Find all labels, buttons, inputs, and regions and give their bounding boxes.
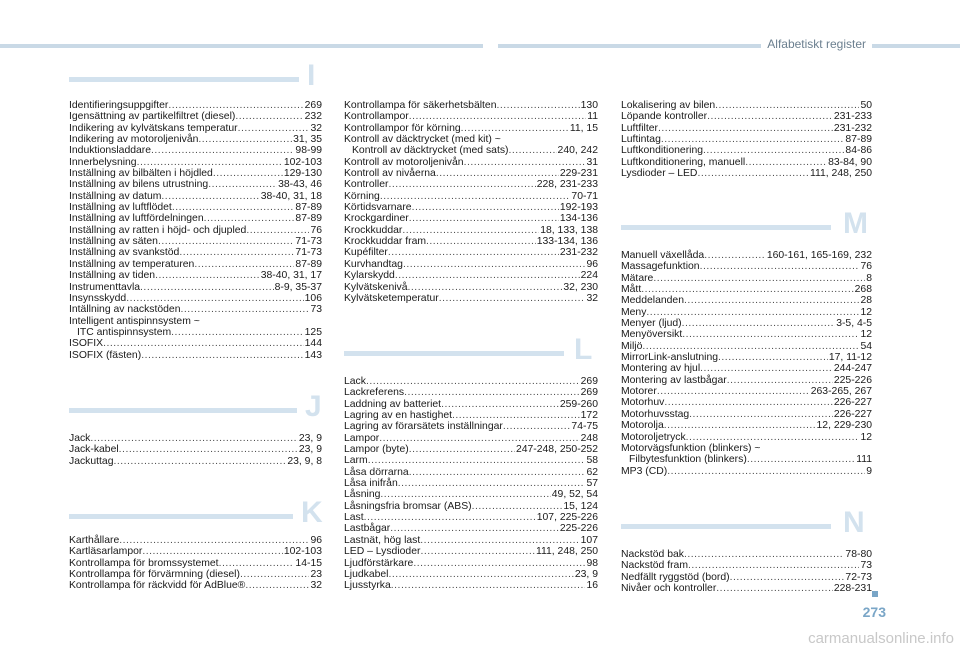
index-entry: Krockkuddar ..... 18, 133, 138 [344, 225, 598, 236]
section-letter: L [574, 333, 593, 366]
index-entry: Motoroljetryck ..... 12 [621, 432, 872, 443]
page-number: 273 [862, 604, 886, 620]
index-list-l-continued [621, 100, 872, 179]
index-entry: Luftkonditionering, manuell ..... 83-84, 90 [621, 157, 872, 168]
index-entry: Motorolja ..... 12, 229-230 [621, 420, 872, 431]
index-entry: Lagring av en hastighet ..... 172 [344, 410, 598, 421]
index-entry: Krockkuddar fram ..... 133-134, 136 [344, 236, 598, 247]
index-entry: Motorer ..... 263-265, 267 [621, 386, 872, 397]
index-entry: Kontrollampa för bromssystemet ..... 14-15 [69, 558, 322, 569]
index-entry: Nivåer och kontroller ..... 228-231 [621, 583, 872, 594]
index-entry: Lampor ..... 248 [344, 433, 598, 444]
index-entry: Luftintag ..... 87-89 [621, 134, 872, 145]
index-entry: Kontrollampor ..... 11 [344, 111, 598, 122]
index-entry: Meny ..... 12 [621, 307, 872, 318]
index-entry: Identifieringsuppgifter ..... 269 [69, 100, 322, 111]
index-entry: Nackstöd bak ..... 78-80 [621, 549, 872, 560]
section-rule [621, 225, 831, 230]
index-entry: Lastnät, hög last ..... 107 [344, 535, 598, 546]
index-entry: Låsningsfria bromsar (ABS) ..... 15, 124 [344, 501, 598, 512]
index-list-k-continued [344, 100, 598, 304]
index-entry: Kontrollampa för förvärmning (diesel) ..... 23 [69, 569, 322, 580]
index-entry: Luftfilter ..... 231-232 [621, 123, 872, 134]
section-heading-l [344, 333, 604, 366]
index-entry: ISOFIX (fästen) ..... 143 [69, 350, 322, 361]
index-entry: Inställning av luftfördelningen ..... 87-89 [69, 213, 322, 224]
index-entry: Inställning av temperaturen ..... 87-89 [69, 259, 322, 270]
section-letter: J [305, 390, 322, 423]
section-letter: N [843, 506, 865, 539]
index-entry: Inställning av luftflödet ..... 87-89 [69, 202, 322, 213]
index-list-k [69, 535, 322, 592]
index-entry: Karthållare ..... 96 [69, 535, 322, 546]
index-entry: Indikering av motoroljenivån ..... 31, 35 [69, 134, 322, 145]
index-entry: Instrumenttavla ..... 8-9, 35-37 [69, 282, 322, 293]
section-heading-n [621, 506, 881, 539]
index-entry: Kylvätsketemperatur ..... 32 [344, 293, 598, 304]
index-entry: Meddelanden ..... 28 [621, 295, 872, 306]
index-entry: Jack ..... 23, 9 [69, 433, 322, 444]
index-entry: Lokalisering av bilen ..... 50 [621, 100, 872, 111]
index-entry: Lampor (byte) ..... 247-248, 250-252 [344, 444, 598, 455]
index-entry: Induktionsladdare ..... 98-99 [69, 145, 322, 156]
index-entry: Last ..... 107, 225-226 [344, 512, 598, 523]
index-entry: Kupéfilter ..... 231-232 [344, 247, 598, 258]
index-entry: Innerbelysning ..... 102-103 [69, 157, 322, 168]
page-header-title: Alfabetiskt register [761, 37, 872, 51]
index-entry: Lagring av förarsätets inställningar ..... 74-75 [344, 421, 598, 432]
index-entry: Kontroll av däcktrycket (med sats) ..... 240, 242 [344, 145, 598, 156]
index-entry: Filbytesfunktion (blinkers) ..... 111 [621, 454, 872, 465]
index-entry: Motorhuvsstag ..... 226-227 [621, 409, 872, 420]
index-entry: Låsa dörrarna ..... 62 [344, 467, 598, 478]
index-entry: Jackuttag ..... 23, 9, 8 [69, 456, 322, 467]
index-entry: Intelligent antispinnsystem ~ [69, 315, 200, 327]
index-entry: Kartläsarlampor ..... 102-103 [69, 546, 322, 557]
section-rule [621, 524, 831, 529]
index-entry: Jack-kabel ..... 23, 9 [69, 444, 322, 455]
index-entry: Igensättning av partikelfiltret (diesel) ..... 232 [69, 111, 322, 122]
index-entry: Körtidsvarnare ..... 192-193 [344, 202, 598, 213]
index-entry: Kylvätskenivå ..... 32, 230 [344, 282, 598, 293]
index-entry: Kylarskydd ..... 224 [344, 270, 598, 281]
index-entry: Löpande kontroller ..... 231-233 [621, 111, 872, 122]
index-entry: Nedfällt ryggstöd (bord) ..... 72-73 [621, 572, 872, 583]
index-list-m [621, 250, 872, 477]
top-rule [498, 44, 960, 48]
index-entry: Inställning av svankstöd ..... 71-73 [69, 247, 322, 258]
index-entry: Lysdioder – LED ..... 111, 248, 250 [621, 168, 872, 179]
section-heading-m [621, 207, 881, 240]
index-entry: Manuell växellåda ..... 160-161, 165-169, 232 [621, 250, 872, 261]
index-entry: Inställning av ratten i höjd- och djupled ..... 76 [69, 225, 322, 236]
index-list-n [621, 549, 872, 594]
index-entry: Kontrollampor för körning ..... 11, 15 [344, 123, 598, 134]
index-list-j [69, 433, 322, 467]
index-entry: Laddning av batteriet ..... 259-260 [344, 399, 598, 410]
index-entry: LED – Lysdioder ..... 111, 248, 250 [344, 546, 598, 557]
section-rule [69, 408, 297, 413]
index-entry: Ljudförstärkare ..... 98 [344, 558, 598, 569]
index-entry: Ljusstyrka ..... 16 [344, 580, 598, 591]
page-marker [872, 591, 878, 597]
index-entry: Inställning av datum ..... 38-40, 31, 18 [69, 191, 322, 202]
section-heading-k [69, 496, 329, 529]
watermark: carmanualsonline.info [808, 630, 954, 647]
index-entry: Motorhuv ..... 226-227 [621, 397, 872, 408]
section-heading-j [69, 390, 329, 423]
index-entry: Kontroll av motoroljenivån ..... 31 [344, 157, 598, 168]
index-entry: Menyöversikt ..... 12 [621, 329, 872, 340]
index-entry: Kontroll av däcktrycket (med kit) ~ [344, 134, 501, 146]
index-entry: MirrorLink-anslutning ..... 17, 11-12 [621, 352, 872, 363]
index-entry: Miljö ..... 54 [621, 341, 872, 352]
index-entry: Mått ..... 268 [621, 284, 872, 295]
index-entry: Ljudkabel ..... 23, 9 [344, 569, 598, 580]
index-entry: Massagefunktion ..... 76 [621, 261, 872, 272]
index-entry: Intällning av nackstöden ..... 73 [69, 304, 322, 315]
index-entry: Kontrollampa för räckvidd för AdBlue® ..... 32 [69, 580, 322, 591]
section-rule [69, 514, 293, 519]
index-entry: Kontroller ..... 228, 231-233 [344, 179, 598, 190]
index-entry: Kurvhandtag ..... 96 [344, 259, 598, 270]
index-entry: Kontrollampa för säkerhetsbälten ..... 130 [344, 100, 598, 111]
index-entry: Inställning av bilens utrustning ..... 38-43, 46 [69, 179, 322, 190]
index-entry: Körning ..... 70-71 [344, 191, 598, 202]
index-entry: Lack ..... 269 [344, 376, 598, 387]
index-entry: Kontroll av nivåerna ..... 229-231 [344, 168, 598, 179]
index-entry: Inställning av bilbälten i höjdled ..... 129-130 [69, 168, 322, 179]
index-entry: Motorvägsfunktion (blinkers) ~ [621, 442, 761, 454]
index-entry: Krockgardiner ..... 134-136 [344, 213, 598, 224]
index-entry: Luftkonditionering ..... 84-86 [621, 145, 872, 156]
index-entry: Lackreferens ..... 269 [344, 387, 598, 398]
index-entry: Montering av lastbågar ..... 225-226 [621, 375, 872, 386]
index-entry: Låsning ..... 49, 52, 54 [344, 489, 598, 500]
index-entry: ISOFIX ..... 144 [69, 338, 322, 349]
index-entry: Menyer (ljud) ..... 3-5, 4-5 [621, 318, 872, 329]
index-list-l [344, 376, 598, 592]
index-entry: Inställning av säten ..... 71-73 [69, 236, 322, 247]
index-entry: Nackstöd fram ..... 73 [621, 560, 872, 571]
section-letter: K [301, 496, 323, 529]
index-entry: Montering av hjul ..... 244-247 [621, 363, 872, 374]
section-letter: M [843, 207, 868, 240]
section-rule [69, 77, 299, 82]
index-entry: Insynsskydd ..... 106 [69, 293, 322, 304]
index-entry: ITC antispinnsystem ..... 125 [69, 327, 322, 338]
index-entry: Mätare ..... 8 [621, 273, 872, 284]
section-rule [344, 351, 564, 356]
section-heading-i [69, 59, 329, 92]
index-entry: Larm ..... 58 [344, 455, 598, 466]
index-entry: MP3 (CD) ..... 9 [621, 466, 872, 477]
index-entry: Lastbågar ..... 225-226 [344, 523, 598, 534]
index-entry: Inställning av tiden ..... 38-40, 31, 17 [69, 270, 322, 281]
top-rule [0, 44, 483, 48]
index-list-i [69, 100, 322, 361]
section-letter: I [307, 59, 316, 92]
index-entry: Låsa inifrån ..... 57 [344, 478, 598, 489]
index-entry: Indikering av kylvätskans temperatur ..... 32 [69, 123, 322, 134]
